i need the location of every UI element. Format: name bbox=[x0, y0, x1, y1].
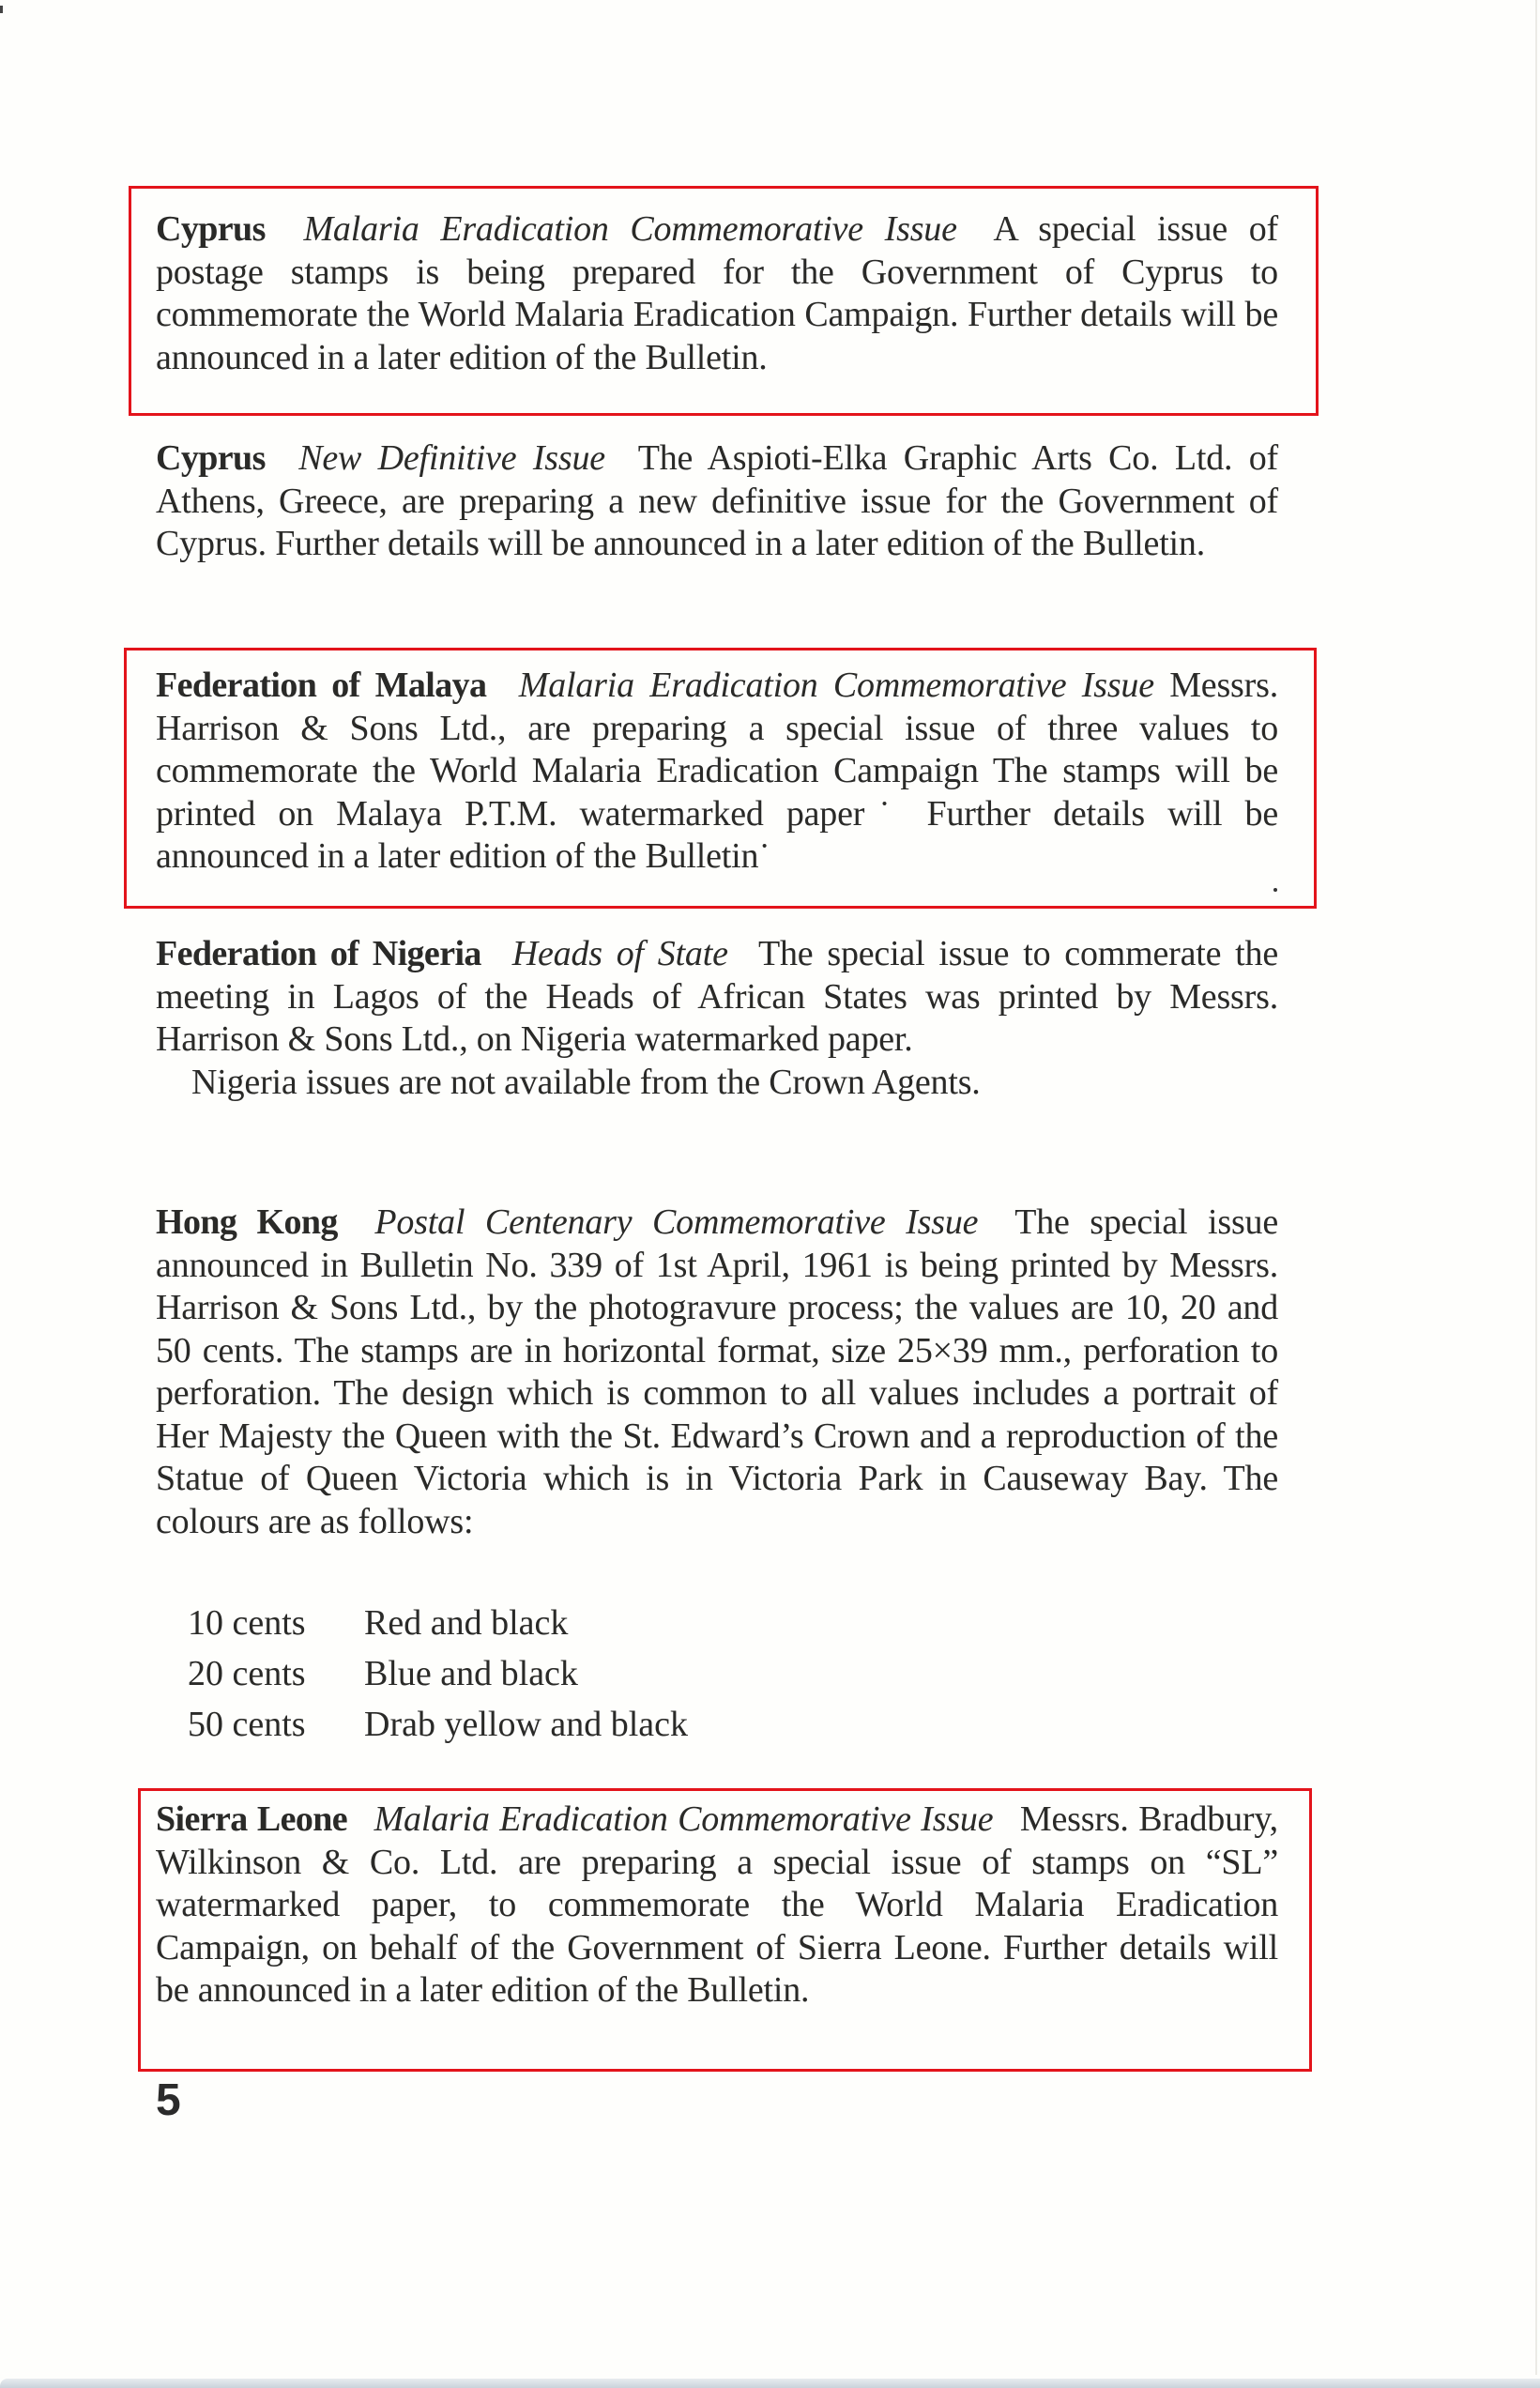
entry-country: Cyprus bbox=[156, 438, 266, 478]
entry-issue-title: New Definitive Issue bbox=[298, 438, 605, 478]
entry-issue-title: Postal Centenary Commemorative Issue bbox=[374, 1202, 979, 1242]
entry-malaya-malaria bbox=[156, 665, 1278, 879]
stray-print-dot bbox=[1273, 888, 1277, 892]
stamp-value: 50 cents bbox=[188, 1705, 306, 1744]
entry-issue-title: Heads of State bbox=[511, 934, 728, 973]
page-edge-bottom bbox=[0, 2379, 1540, 2388]
entry-country: Cyprus bbox=[156, 209, 266, 249]
stamp-colour: Red and black bbox=[364, 1603, 569, 1643]
page-edge-right bbox=[1535, 0, 1537, 2375]
entry-text: Messrs. Harrison & Sons Ltd., are preparing a special issue of three values to commemorate the World Malaria Eradication Campaign The stamps will be printed on Malaya P.T.M. watermarked paper˙ Further details will be announced in a later edition of the Bulletin˙ bbox=[156, 666, 1278, 876]
entry-sierra-leone-malaria bbox=[156, 1799, 1278, 2013]
entry-note: Nigeria issues are not available from the Crown Agents. bbox=[191, 1062, 981, 1102]
entry-country: Hong Kong bbox=[156, 1202, 338, 1242]
stamp-colour: Drab yellow and black bbox=[364, 1705, 689, 1744]
entry-text: The special issue to commerate the meeting in Lagos of the Heads of African States was printed by Messrs. Harrison & Sons Ltd., on Nigeria watermarked paper. bbox=[156, 934, 1278, 1059]
colour-table bbox=[188, 1598, 688, 1750]
colour-row bbox=[188, 1598, 688, 1648]
entry-nigeria-heads-of-state bbox=[156, 933, 1278, 1104]
entry-country: Federation of Malaya bbox=[156, 666, 487, 705]
entry-country: Sierra Leone bbox=[156, 1799, 348, 1839]
stamp-colour: Blue and black bbox=[364, 1654, 578, 1693]
entry-country: Federation of Nigeria bbox=[156, 934, 481, 973]
entry-cyprus-malaria bbox=[156, 208, 1278, 379]
stamp-value: 20 cents bbox=[188, 1654, 306, 1693]
entry-text: Messrs. Bradbury, Wilkinson & Co. Ltd. are preparing a special issue of stamps on “SL” watermarked paper, to commemorate the World Malaria Eradication Campaign, on behalf of the Government of Sierra Leone. Further details will be announced in a later edition of the Bulletin. bbox=[156, 1799, 1278, 2010]
entry-text: The Aspioti-Elka Graphic Arts Co. Ltd. of Athens, Greece, are preparing a new definitive issue for the Government of Cyprus. Further details will be announced in a later edition of the Bulletin. bbox=[156, 438, 1278, 563]
entry-cyprus-definitive bbox=[156, 437, 1278, 566]
entry-issue-title: Malaria Eradication Commemorative Issue bbox=[374, 1799, 994, 1839]
entry-text: A special issue of postage stamps is being prepared for the Government of Cyprus to commemorate the World Malaria Eradication Campaign. Further details will be announced in a later edition of the Bulletin. bbox=[156, 209, 1278, 377]
entry-hong-kong-centenary bbox=[156, 1202, 1278, 1543]
entry-text: The special issue announced in Bulletin No. 339 of 1st April, 1961 is being printed by Messrs. Harrison & Sons Ltd., by the photogravure process; the values are 10, 20 and 50 cents. The stamps are in horizontal format, size 25×39 mm., perforation to perforation. The design which is common to all values includes a portrait of Her Majesty the Queen with the St. Edward’s Crown and a reproduction of the Statue of Queen Victoria which is in Victoria Park in Causeway Bay. The colours are as follows: bbox=[156, 1202, 1279, 1541]
colour-row bbox=[188, 1699, 688, 1750]
scan-corner-mark bbox=[0, 6, 3, 13]
entry-issue-title: Malaria Eradication Commemorative Issue bbox=[303, 209, 957, 249]
entry-issue-title: Malaria Eradication Commemorative Issue bbox=[518, 666, 1154, 705]
colour-row bbox=[188, 1648, 688, 1699]
stamp-value: 10 cents bbox=[188, 1603, 306, 1643]
page-number: 5 bbox=[156, 2075, 181, 2125]
